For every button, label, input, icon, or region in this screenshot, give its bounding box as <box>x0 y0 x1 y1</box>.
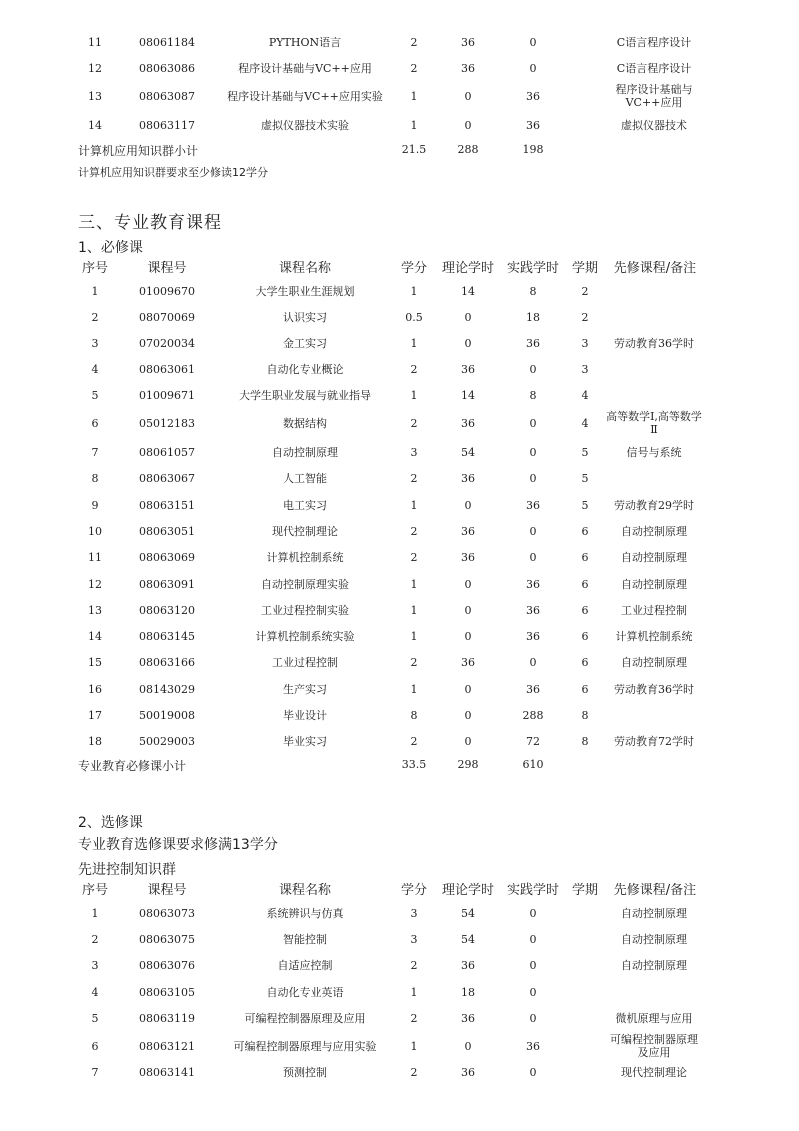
elective-requirement: 专业教育选修课要求修满13学分 <box>78 837 278 853</box>
course-index: 4 <box>91 363 99 376</box>
course-credit: 2 <box>410 959 418 972</box>
theory-hours: 36 <box>461 551 475 564</box>
course-index: 6 <box>91 1040 99 1053</box>
course-credit: 2 <box>410 525 418 538</box>
table-row <box>0 389 799 409</box>
table-row <box>0 525 799 545</box>
course-credit: 2 <box>410 472 418 485</box>
course-index: 4 <box>91 986 99 999</box>
prerequisite-note: 高等数学Ⅰ,高等数学Ⅱ <box>606 410 702 436</box>
course-credit: 1 <box>410 90 418 103</box>
header-credit: 学分 <box>400 261 427 276</box>
course-code: 08063120 <box>139 604 195 617</box>
header-name: 课程名称 <box>278 883 331 898</box>
table-row <box>0 578 799 598</box>
course-name: 可编程控制器原理及应用 <box>244 1012 366 1025</box>
prev-subtotal-credit: 21.5 <box>401 143 427 156</box>
prerequisite-note: 程序设计基础与VC++应用 <box>615 83 693 109</box>
practice-hours: 8 <box>529 389 537 402</box>
course-term: 6 <box>581 578 589 591</box>
table-row <box>0 551 799 571</box>
course-name: 金工实习 <box>283 337 327 350</box>
prev-requirement: 计算机应用知识群要求至少修读12学分 <box>78 166 268 179</box>
table-row <box>0 907 799 927</box>
course-name: 认识实习 <box>283 311 327 324</box>
course-term: 6 <box>581 630 589 643</box>
course-name: 自动控制原理实验 <box>261 578 349 591</box>
course-name: 生产实习 <box>283 683 327 696</box>
course-term: 8 <box>581 709 589 722</box>
course-index: 1 <box>91 907 99 920</box>
header-note: 先修课程/备注 <box>613 261 697 276</box>
required-subtotal-practice: 610 <box>522 758 544 771</box>
practice-hours: 36 <box>526 630 540 643</box>
course-code: 01009670 <box>139 285 195 298</box>
elective-table-header <box>0 883 799 903</box>
table-row <box>0 986 799 1006</box>
course-name: 可编程控制器原理与应用实验 <box>233 1040 377 1053</box>
table-row <box>0 933 799 953</box>
course-credit: 3 <box>410 907 418 920</box>
course-credit: 1 <box>410 389 418 402</box>
header-code: 课程号 <box>147 883 187 898</box>
header-theory: 理论学时 <box>441 261 494 276</box>
course-index: 6 <box>91 417 99 430</box>
header-term: 学期 <box>571 261 598 276</box>
course-name: 毕业实习 <box>283 735 327 748</box>
practice-hours: 36 <box>526 90 540 103</box>
required-title: 1、必修课 <box>78 240 143 256</box>
practice-hours: 0 <box>529 417 537 430</box>
course-code: 08070069 <box>139 311 195 324</box>
course-term: 8 <box>581 735 589 748</box>
course-index: 14 <box>88 630 102 643</box>
course-term: 2 <box>581 311 589 324</box>
theory-hours: 14 <box>461 285 475 298</box>
course-name: 计算机控制系统实验 <box>255 630 355 643</box>
course-index: 16 <box>88 683 102 696</box>
course-code: 08143029 <box>139 683 195 696</box>
course-name: 自动化专业英语 <box>266 986 344 999</box>
theory-hours: 0 <box>464 735 472 748</box>
course-code: 50019008 <box>139 709 195 722</box>
table-row <box>0 735 799 755</box>
prerequisite-note: 微机原理与应用 <box>615 1012 693 1025</box>
course-name: 毕业设计 <box>283 709 327 722</box>
course-index: 10 <box>88 525 102 538</box>
course-credit: 2 <box>410 735 418 748</box>
theory-hours: 0 <box>464 499 472 512</box>
course-credit: 1 <box>410 604 418 617</box>
course-credit: 8 <box>410 709 418 722</box>
course-index: 7 <box>91 1066 99 1079</box>
prerequisite-note: 信号与系统 <box>626 446 682 459</box>
course-index: 11 <box>88 36 102 49</box>
course-index: 18 <box>88 735 102 748</box>
table-row <box>0 1066 799 1086</box>
table-row <box>0 656 799 676</box>
course-name: 计算机控制系统 <box>266 551 344 564</box>
course-code: 08063117 <box>139 119 195 132</box>
header-theory: 理论学时 <box>441 883 494 898</box>
prerequisite-note: 劳动教育36学时 <box>614 337 694 350</box>
practice-hours: 36 <box>526 683 540 696</box>
course-code: 08063119 <box>139 1012 195 1025</box>
course-name: 数据结构 <box>283 417 327 430</box>
course-term: 6 <box>581 604 589 617</box>
course-name: 电工实习 <box>283 499 327 512</box>
theory-hours: 0 <box>464 337 472 350</box>
course-name: 自适应控制 <box>277 959 333 972</box>
practice-hours: 0 <box>529 551 537 564</box>
theory-hours: 0 <box>464 1040 472 1053</box>
prerequisite-note: 工业过程控制 <box>621 604 687 617</box>
theory-hours: 0 <box>464 630 472 643</box>
course-credit: 0.5 <box>405 311 423 324</box>
course-credit: 1 <box>410 986 418 999</box>
theory-hours: 36 <box>461 36 475 49</box>
course-term: 5 <box>581 446 589 459</box>
course-index: 12 <box>88 62 102 75</box>
theory-hours: 18 <box>461 986 475 999</box>
prerequisite-note: C语言程序设计 <box>616 62 692 75</box>
practice-hours: 18 <box>526 311 540 324</box>
course-code: 08063151 <box>139 499 195 512</box>
table-row <box>0 604 799 624</box>
course-credit: 2 <box>410 656 418 669</box>
course-term: 6 <box>581 551 589 564</box>
theory-hours: 54 <box>461 907 475 920</box>
table-row <box>0 959 799 979</box>
course-index: 12 <box>88 578 102 591</box>
course-code: 08063141 <box>139 1066 195 1079</box>
theory-hours: 14 <box>461 389 475 402</box>
theory-hours: 36 <box>461 656 475 669</box>
course-code: 08063086 <box>139 62 195 75</box>
course-credit: 3 <box>410 446 418 459</box>
course-credit: 1 <box>410 683 418 696</box>
course-name: 程序设计基础与VC++应用 <box>238 62 372 75</box>
course-credit: 1 <box>410 1040 418 1053</box>
practice-hours: 36 <box>526 578 540 591</box>
course-name: 预测控制 <box>283 1066 327 1079</box>
course-credit: 2 <box>410 363 418 376</box>
required-subtotal-theory: 298 <box>457 758 479 771</box>
course-code: 08063076 <box>139 959 195 972</box>
course-term: 4 <box>581 417 589 430</box>
practice-hours: 0 <box>529 363 537 376</box>
header-practice: 实践学时 <box>506 261 559 276</box>
course-term: 3 <box>581 337 589 350</box>
prerequisite-note: C语言程序设计 <box>616 36 692 49</box>
course-credit: 1 <box>410 337 418 350</box>
course-credit: 1 <box>410 630 418 643</box>
course-code: 08063091 <box>139 578 195 591</box>
course-name: 大学生职业发展与就业指导 <box>239 389 371 402</box>
course-index: 7 <box>91 446 99 459</box>
practice-hours: 0 <box>529 446 537 459</box>
course-code: 01009671 <box>139 389 195 402</box>
course-code: 08063051 <box>139 525 195 538</box>
course-index: 11 <box>88 551 102 564</box>
practice-hours: 0 <box>529 62 537 75</box>
practice-hours: 0 <box>529 986 537 999</box>
course-term: 6 <box>581 683 589 696</box>
course-code: 08063121 <box>139 1040 195 1053</box>
prerequisite-note: 自动控制原理 <box>621 551 687 564</box>
practice-hours: 0 <box>529 525 537 538</box>
course-credit: 2 <box>410 417 418 430</box>
practice-hours: 36 <box>526 337 540 350</box>
course-code: 08063087 <box>139 90 195 103</box>
theory-hours: 36 <box>461 417 475 430</box>
table-row <box>0 62 799 82</box>
course-index: 13 <box>88 604 102 617</box>
theory-hours: 0 <box>464 90 472 103</box>
required-subtotal-label: 专业教育必修课小计 <box>78 759 187 773</box>
course-index: 5 <box>91 389 99 402</box>
header-term: 学期 <box>571 883 598 898</box>
theory-hours: 36 <box>461 1012 475 1025</box>
theory-hours: 36 <box>461 1066 475 1079</box>
prerequisite-note: 现代控制理论 <box>621 1066 687 1079</box>
course-name: 系统辨识与仿真 <box>266 907 344 920</box>
table-row <box>0 472 799 492</box>
table-row <box>0 630 799 650</box>
practice-hours: 0 <box>529 1066 537 1079</box>
course-index: 14 <box>88 119 102 132</box>
course-code: 08063069 <box>139 551 195 564</box>
course-term: 4 <box>581 389 589 402</box>
practice-hours: 288 <box>522 709 544 722</box>
course-term: 5 <box>581 499 589 512</box>
course-code: 08063067 <box>139 472 195 485</box>
course-index: 17 <box>88 709 102 722</box>
course-credit: 1 <box>410 499 418 512</box>
elective-title: 2、选修课 <box>78 815 143 831</box>
theory-hours: 0 <box>464 709 472 722</box>
course-code: 08063166 <box>139 656 195 669</box>
course-index: 2 <box>91 311 99 324</box>
table-row <box>0 363 799 383</box>
prerequisite-note: 虚拟仪器技术 <box>621 119 687 132</box>
course-name: 虚拟仪器技术实验 <box>261 119 349 132</box>
table-row <box>0 83 799 110</box>
course-code: 08063145 <box>139 630 195 643</box>
practice-hours: 0 <box>529 656 537 669</box>
course-credit: 2 <box>410 1012 418 1025</box>
course-name: 自动化专业概论 <box>266 363 344 376</box>
course-credit: 1 <box>410 119 418 132</box>
elective-group-title: 先进控制知识群 <box>78 862 176 878</box>
practice-hours: 36 <box>526 119 540 132</box>
practice-hours: 0 <box>529 1012 537 1025</box>
header-credit: 学分 <box>400 883 427 898</box>
theory-hours: 0 <box>464 119 472 132</box>
prerequisite-note: 自动控制原理 <box>621 907 687 920</box>
prerequisite-note: 自动控制原理 <box>621 959 687 972</box>
course-code: 08063073 <box>139 907 195 920</box>
prerequisite-note: 劳动教育72学时 <box>614 735 694 748</box>
course-code: 08063061 <box>139 363 195 376</box>
table-row <box>0 1033 799 1060</box>
header-name: 课程名称 <box>278 261 331 276</box>
theory-hours: 54 <box>461 933 475 946</box>
course-index: 2 <box>91 933 99 946</box>
course-index: 15 <box>88 656 102 669</box>
practice-hours: 0 <box>529 472 537 485</box>
course-credit: 1 <box>410 578 418 591</box>
course-term: 2 <box>581 285 589 298</box>
practice-hours: 0 <box>529 36 537 49</box>
table-row <box>0 311 799 331</box>
course-index: 5 <box>91 1012 99 1025</box>
prerequisite-note: 自动控制原理 <box>621 933 687 946</box>
theory-hours: 36 <box>461 959 475 972</box>
practice-hours: 72 <box>526 735 540 748</box>
theory-hours: 0 <box>464 311 472 324</box>
course-code: 08061057 <box>139 446 195 459</box>
course-name: 智能控制 <box>283 933 327 946</box>
prerequisite-note: 自动控制原理 <box>621 656 687 669</box>
table-row <box>0 446 799 466</box>
prev-subtotal-label: 计算机应用知识群小计 <box>78 144 199 158</box>
prerequisite-note: 可编程控制器原理及应用 <box>610 1033 698 1059</box>
course-credit: 3 <box>410 933 418 946</box>
course-credit: 2 <box>410 62 418 75</box>
table-row <box>0 499 799 519</box>
theory-hours: 36 <box>461 363 475 376</box>
course-name: 人工智能 <box>283 472 327 485</box>
course-index: 13 <box>88 90 102 103</box>
course-credit: 2 <box>410 36 418 49</box>
practice-hours: 0 <box>529 959 537 972</box>
theory-hours: 54 <box>461 446 475 459</box>
table-row <box>0 1012 799 1032</box>
course-index: 1 <box>91 285 99 298</box>
course-name: 现代控制理论 <box>272 525 338 538</box>
theory-hours: 36 <box>461 525 475 538</box>
practice-hours: 0 <box>529 907 537 920</box>
required-table-header <box>0 261 799 281</box>
course-index: 3 <box>91 959 99 972</box>
course-index: 9 <box>91 499 99 512</box>
course-term: 3 <box>581 363 589 376</box>
practice-hours: 0 <box>529 933 537 946</box>
theory-hours: 0 <box>464 578 472 591</box>
course-index: 8 <box>91 472 99 485</box>
table-row <box>0 683 799 703</box>
course-index: 3 <box>91 337 99 350</box>
prerequisite-note: 计算机控制系统 <box>615 630 693 643</box>
course-code: 08063105 <box>139 986 195 999</box>
course-credit: 2 <box>410 551 418 564</box>
section-title: 三、专业教育课程 <box>78 213 222 233</box>
course-code: 05012183 <box>139 417 195 430</box>
course-credit: 1 <box>410 285 418 298</box>
course-code: 50029003 <box>139 735 195 748</box>
header-practice: 实践学时 <box>506 883 559 898</box>
required-subtotal-credit: 33.5 <box>401 758 427 771</box>
course-name: 大学生职业生涯规划 <box>255 285 355 298</box>
course-name: 自动控制原理 <box>272 446 338 459</box>
practice-hours: 8 <box>529 285 537 298</box>
course-term: 5 <box>581 472 589 485</box>
prerequisite-note: 自动控制原理 <box>621 525 687 538</box>
header-idx: 序号 <box>81 883 108 898</box>
table-row <box>0 337 799 357</box>
prerequisite-note: 劳动教育29学时 <box>614 499 694 512</box>
table-row <box>0 410 799 437</box>
prerequisite-note: 劳动教育36学时 <box>614 683 694 696</box>
header-code: 课程号 <box>147 261 187 276</box>
prev-subtotal-theory: 288 <box>457 143 479 156</box>
table-row <box>0 285 799 305</box>
prev-subtotal-practice: 198 <box>522 143 544 156</box>
course-term: 6 <box>581 525 589 538</box>
header-idx: 序号 <box>81 261 108 276</box>
course-name: 工业过程控制 <box>272 656 338 669</box>
course-code: 08061184 <box>139 36 195 49</box>
theory-hours: 0 <box>464 604 472 617</box>
practice-hours: 36 <box>526 499 540 512</box>
practice-hours: 36 <box>526 1040 540 1053</box>
table-row <box>0 36 799 56</box>
table-row <box>0 709 799 729</box>
prerequisite-note: 自动控制原理 <box>621 578 687 591</box>
theory-hours: 36 <box>461 472 475 485</box>
theory-hours: 0 <box>464 683 472 696</box>
practice-hours: 36 <box>526 604 540 617</box>
course-code: 07020034 <box>139 337 195 350</box>
course-name: 程序设计基础与VC++应用实验 <box>227 90 383 103</box>
course-code: 08063075 <box>139 933 195 946</box>
table-row <box>0 119 799 139</box>
course-term: 6 <box>581 656 589 669</box>
header-note: 先修课程/备注 <box>613 883 697 898</box>
course-credit: 2 <box>410 1066 418 1079</box>
course-name: PYTHON语言 <box>268 36 342 49</box>
theory-hours: 36 <box>461 62 475 75</box>
course-name: 工业过程控制实验 <box>261 604 349 617</box>
